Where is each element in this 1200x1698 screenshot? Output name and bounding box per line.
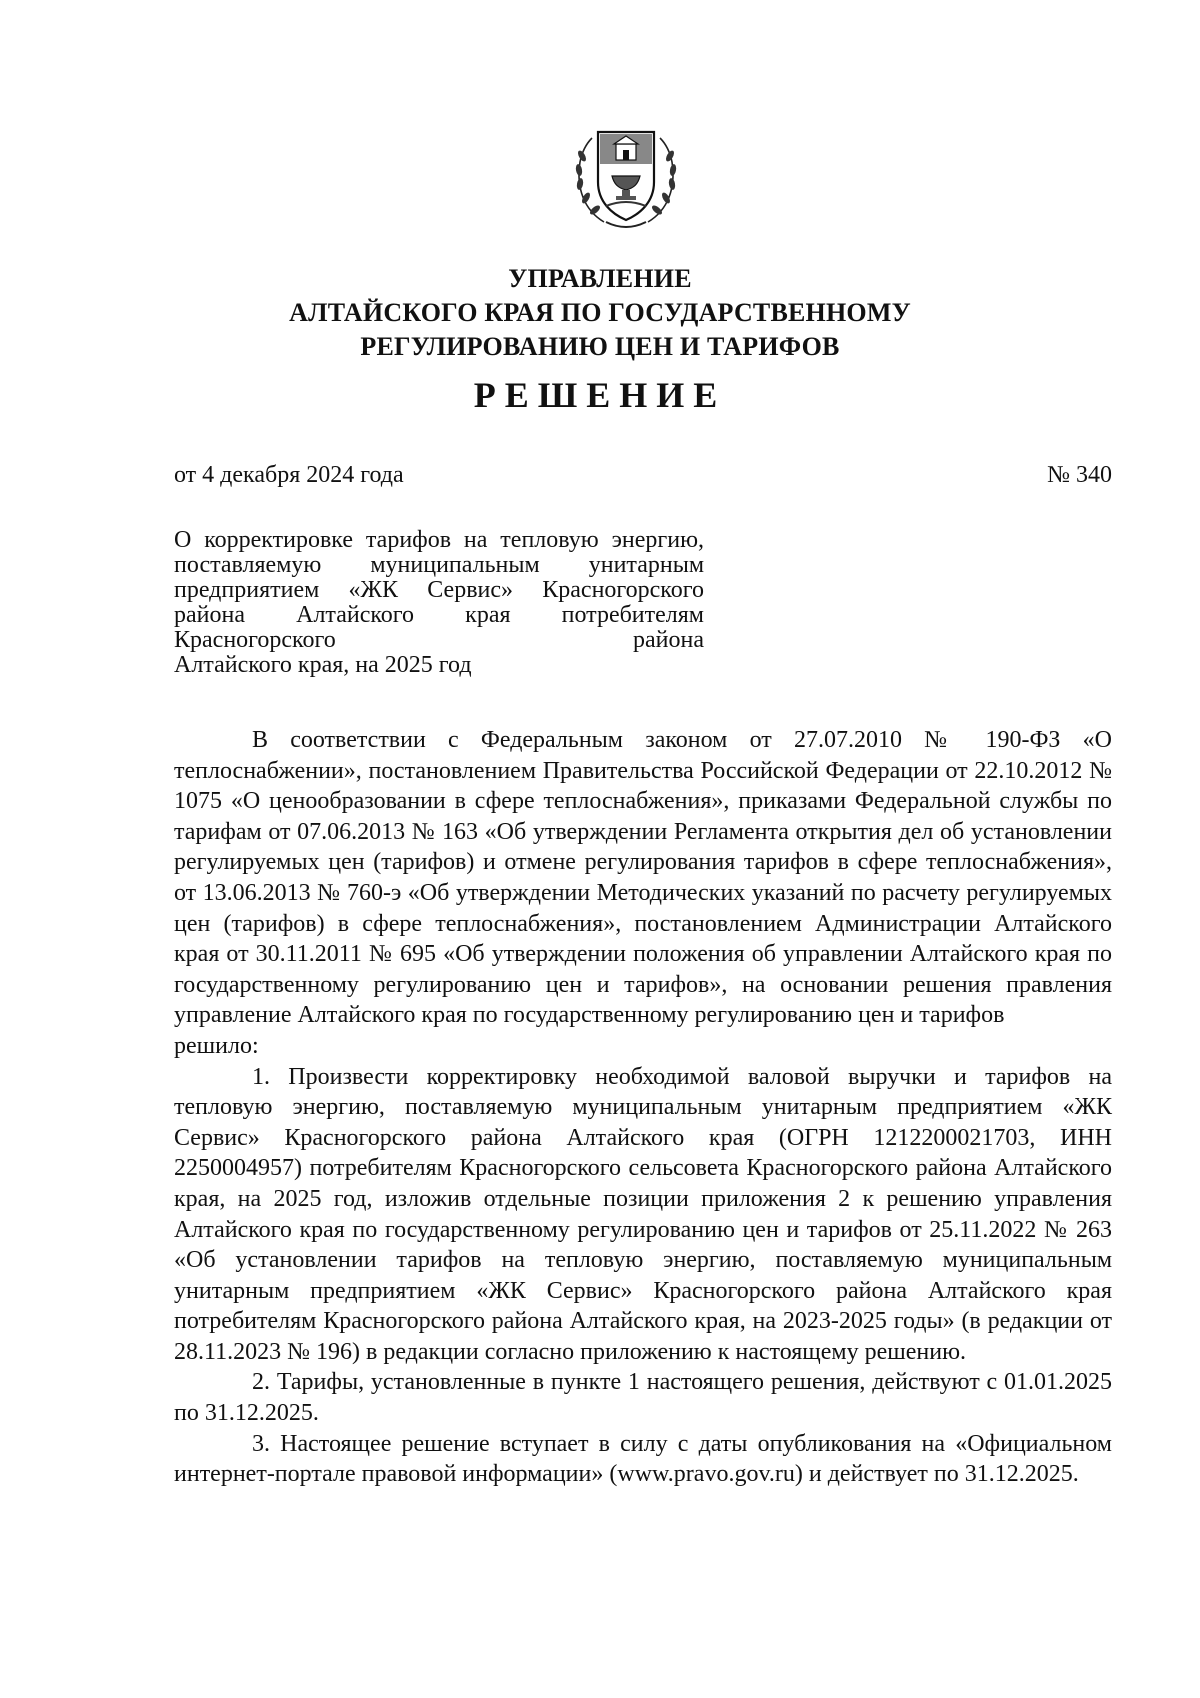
altai-krai-coat-of-arms-icon [566,118,686,238]
document-date: от 4 декабря 2024 года [174,462,404,488]
document-body [174,725,1112,1490]
subject-last-line: Алтайского края, на 2025 год [174,652,472,678]
item-1-paragraph: 1. Произвести корректировку необходимой валовой выручки и тарифов на тепловую энергию, поставляемую муниципальным унитарным предприятием «ЖК Сервис» Красногорского района Алтайского края (ОГРН 1212200021703, ИНН 2250004957) потребителям Красногорского сельсовета Красногорского района Алтайского края, на 2025 год, изложив отдельные позиции приложения 2 к решению управления Алтайского края по государственному регулированию цен и тарифов от 25.11.2022 № 263 «Об установлении тарифов на тепловую энергию, поставляемую муниципальным унитарным предприятием «ЖК Сервис» Красногорского района Алтайского края потребителям Красногорского района Алтайского края, на 2023-2025 годы» (в редакции от 28.11.2023 № 196) в редакции согласно приложению к настоящему решению. [174,1063,1112,1365]
org-line-3: РЕГУЛИРОВАНИЮ ЦЕН И ТАРИФОВ [360,332,840,361]
item-3-paragraph: 3. Настоящее решение вступает в силу с даты опубликования на «Официальном интернет-портале правовой информации» (www.pravo.gov.ru) и действует по 31.12.2025. [174,1430,1112,1488]
document-subject [174,528,704,678]
subject-text: О корректировке тарифов на тепловую энергию, поставляемую муниципальным унитарным предприятием «ЖК Сервис» Красногорского района Алтайского края потребителям Красногорского района [174,527,704,653]
document-number: № 340 [1047,462,1112,488]
document-type-title: РЕШЕНИЕ [473,375,727,415]
preamble-paragraph: В соответствии с Федеральным законом от 27.07.2010 № 190-ФЗ «О теплоснабжении», постановлением Правительства Российской Федерации от 22.10.2012 № 1075 «О ценообразовании в сфере теплоснабжения», приказами Федеральной службы по тарифам от 07.06.2013 № 163 «Об утверждении Регламента открытия дел об установлении регулируемых цен (тарифов) и отмене регулирования тарифов в сфере теплоснабжения», от 13.06.2013 № 760-э «Об утверждении Методических указаний по расчету регулируемых цен (тарифов) в сфере теплоснабжения», постановлением Администрации Алтайского края от 30.11.2011 № 695 «Об утверждении положения об управлении Алтайского края по государственному регулированию цен и тарифов», на основании решения правления управление Алтайского края по государственному регулированию цен и тарифов [174,727,1112,1029]
organization-name [0,262,1200,364]
org-line-2: АЛТАЙСКОГО КРАЯ ПО ГОСУДАРСТВЕННОМУ [289,298,911,327]
resolved-line: решило: [174,1032,259,1059]
org-line-1: УПРАВЛЕНИЕ [508,264,692,293]
item-2-paragraph: 2. Тарифы, установленные в пункте 1 настоящего решения, действуют с 01.01.2025 по 31.12.2025. [174,1369,1112,1427]
